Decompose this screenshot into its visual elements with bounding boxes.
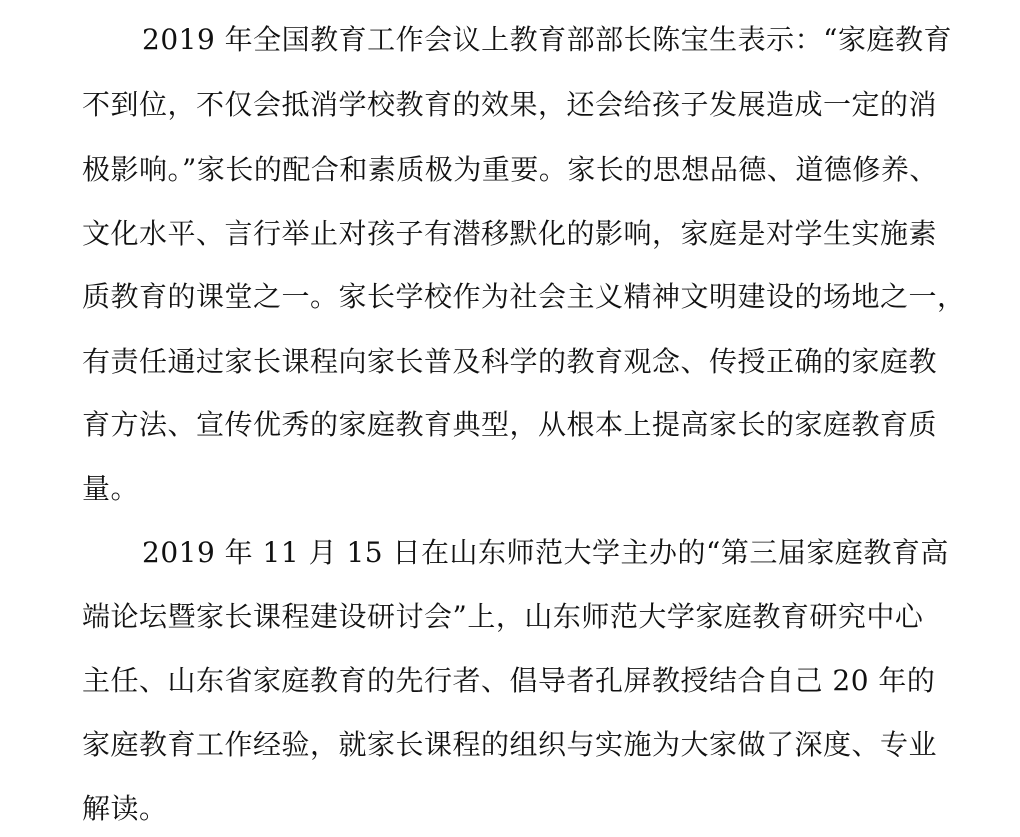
paragraph-2-line-5: 解读。 [82, 792, 168, 825]
paragraph-1-line-2: 不到位，不仅会抵消学校教育的效果，还会给孩子发展造成一定的消 [82, 88, 938, 121]
paragraph-1-line-6: 有责任通过家长课程向家长普及科学的教育观念、传授正确的家庭教 [82, 345, 938, 378]
paragraph-1-line-3: 极影响。”家长的配合和素质极为重要。家长的思想品德、道德修养、 [82, 153, 938, 186]
paragraph-2-line-3: 主任、山东省家庭教育的先行者、倡导者孔屏教授结合自己 20 年的 [82, 664, 936, 697]
paragraph-1-line-4: 文化水平、言行举止对孩子有潜移默化的影响，家庭是对学生实施素 [82, 217, 938, 250]
paragraph-2-line-2: 端论坛暨家长课程建设研讨会”上，山东师范大学家庭教育研究中心 [82, 600, 924, 633]
paragraph-2-line-1: 2019 年 11 月 15 日在山东师范大学主办的“第三届家庭教育高 [142, 536, 949, 569]
paragraph-1-line-7: 育方法、宣传优秀的家庭教育典型，从根本上提高家长的家庭教育质 [82, 408, 938, 441]
paragraph-1-line-5: 质教育的课堂之一。家长学校作为社会主义精神文明建设的场地之一， [82, 280, 966, 313]
paragraph-1-line-8: 量。 [82, 472, 140, 505]
paragraph-1-line-1: 2019 年全国教育工作会议上教育部部长陈宝生表示：“家庭教育 [142, 23, 952, 56]
paragraph-2-line-4: 家庭教育工作经验，就家长课程的组织与实施为大家做了深度、专业 [82, 728, 938, 761]
